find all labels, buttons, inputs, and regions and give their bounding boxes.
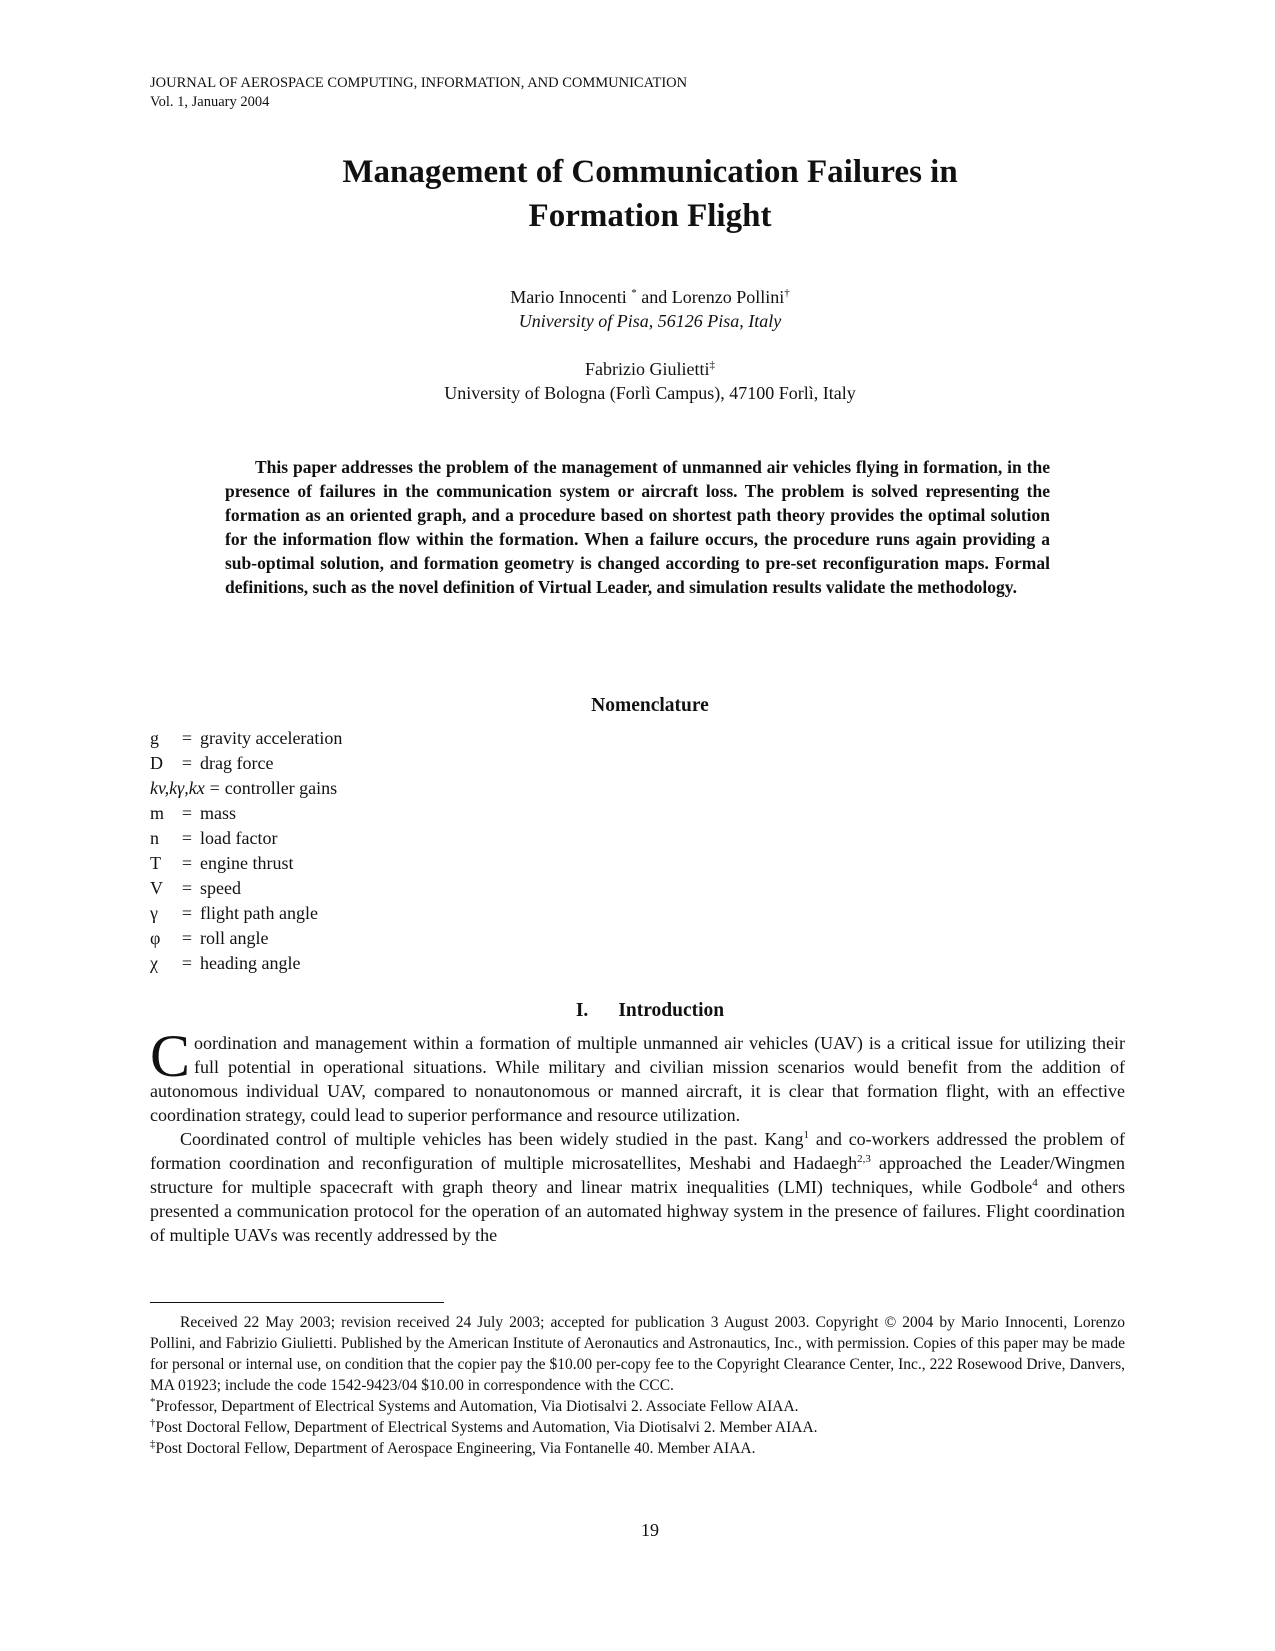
nomenclature-equals: = [181, 803, 193, 823]
nomenclature-symbol: kv,kγ,kx [150, 778, 205, 798]
footnote-3 [150, 1438, 1125, 1459]
nomenclature-equals: = [181, 728, 193, 748]
nomenclature-item [150, 776, 342, 801]
nomenclature-description: speed [200, 878, 241, 898]
author-and: and [641, 287, 668, 307]
nomenclature-description: roll angle [200, 928, 269, 948]
abstract: This paper addresses the problem of the management of unmanned air vehicles flying in formation, in the presence of failures in the communication system or aircraft loss. The problem is solved representing the formation as an oriented graph, and a procedure based on shortest path theory provides the optimal solution for the information flow within the formation. When a failure occurs, the procedure runs again providing a sub-optimal solution, and formation geometry is changed according to pre-set reconfiguration maps. Formal definitions, such as the novel definition of Virtual Leader, and simulation results validate the methodology. [225, 457, 1050, 597]
footnote-mark: * [150, 1395, 156, 1408]
journal-header [150, 74, 687, 112]
footnote-text: Post Doctoral Fellow, Department of Electrical Systems and Automation, Via Diotisalvi 2. Member AIAA. [155, 1419, 818, 1436]
nomenclature-symbol: D [150, 753, 163, 773]
intro-paragraph-2 [150, 1127, 1125, 1247]
author-pollini: Lorenzo Pollini [671, 287, 785, 307]
nomenclature-item [150, 901, 342, 926]
intro-text: and others presented a communication protocol for the operation of an automated highway system in the presence of failures. Flight coordination of multiple UAVs was recently addressed by the [150, 1177, 1125, 1245]
author-mark-1: * [631, 287, 637, 299]
author-mark-2: † [784, 287, 790, 299]
nomenclature-item [150, 826, 342, 851]
nomenclature-symbol: V [150, 878, 163, 898]
nomenclature-description: controller gains [224, 778, 338, 798]
nomenclature-heading: Nomenclature [591, 695, 709, 716]
author-mark-3: ‡ [709, 359, 715, 371]
drop-cap: C [150, 1023, 191, 1089]
journal-name: JOURNAL OF AEROSPACE COMPUTING, INFORMATION, AND COMMUNICATION [150, 75, 688, 91]
nomenclature-symbol: m [150, 803, 165, 823]
author-innocenti: Mario Innocenti [510, 287, 627, 307]
footnote-text: Post Doctoral Fellow, Department of Aerospace Engineering, Via Fontanelle 40. Member AIAA. [155, 1440, 756, 1457]
footnote-text: Professor, Department of Electrical Systems and Automation, Via Diotisalvi 2. Associate Fellow AIAA. [155, 1398, 799, 1415]
section-number: I. [575, 1000, 589, 1021]
footnote-2 [150, 1417, 1125, 1438]
nomenclature-description: drag force [200, 753, 274, 773]
citation: 4 [1032, 1177, 1038, 1189]
nomenclature-equals: = [181, 753, 193, 773]
footnote-mark: † [150, 1416, 156, 1429]
journal-volume: Vol. 1, January 2004 [150, 94, 270, 110]
nomenclature-symbol: φ [150, 928, 161, 948]
footnote-1 [150, 1396, 1125, 1417]
nomenclature-item [150, 876, 342, 901]
intro-text: Coordinated control of multiple vehicles has been widely studied in the past. Kang [180, 1129, 804, 1149]
nomenclature-equals: = [181, 878, 193, 898]
nomenclature-description: gravity acceleration [200, 728, 343, 748]
nomenclature-list [150, 726, 342, 976]
nomenclature-item [150, 951, 342, 976]
section-title: Introduction [618, 1000, 725, 1021]
nomenclature-symbol: T [150, 853, 161, 873]
nomenclature-equals: = [181, 853, 193, 873]
nomenclature-description: heading angle [200, 953, 301, 973]
footnote-divider [150, 1302, 444, 1303]
page-number: 19 [641, 1520, 659, 1540]
nomenclature-symbol: χ [150, 953, 158, 973]
footnote-received: Received 22 May 2003; revision received 24 July 2003; accepted for publication 3 August 2003. Copyright © 2004 by Mario Innocenti, Lorenzo Pollini, and Fabrizio Giulietti. Published by the American Institute of Aeronautics and Astronautics, Inc., with permission. Copies of this paper may be made for personal or internal use, on condition that the copier pay the $10.00 per-copy fee to the Copyright Clearance Center, Inc., 222 Rosewood Drive, Danvers, MA 01923; include the code 1542-9423/04 $10.00 in correspondence with the CCC. [150, 1314, 1125, 1394]
nomenclature-item [150, 851, 342, 876]
footnotes [150, 1312, 1125, 1459]
nomenclature-equals: = [209, 778, 220, 798]
title-line-1: Management of Communication Failures in [342, 154, 958, 190]
nomenclature-equals: = [181, 828, 193, 848]
nomenclature-symbol: γ [150, 903, 158, 923]
nomenclature-symbol: g [150, 728, 159, 748]
nomenclature-equals: = [181, 953, 193, 973]
paper-title [150, 150, 1150, 238]
footnote-mark: ‡ [150, 1437, 156, 1450]
authors-line-1 [150, 285, 1150, 309]
nomenclature-item [150, 801, 342, 826]
author-giulietti: Fabrizio Giulietti [585, 359, 710, 379]
nomenclature-item [150, 726, 342, 751]
affiliation-pisa: University of Pisa, 56126 Pisa, Italy [518, 311, 782, 331]
nomenclature-item [150, 751, 342, 776]
nomenclature-description: flight path angle [200, 903, 318, 923]
intro-text: approached the Leader/Wingmen structure for multiple spacecraft with graph theory and linear matrix inequalities (LMI) techniques, while Godbole [150, 1153, 1125, 1197]
intro-paragraph-1 [150, 1023, 1125, 1127]
nomenclature-description: mass [200, 803, 236, 823]
citation: 2,3 [857, 1153, 871, 1165]
title-line-2: Formation Flight [528, 198, 772, 234]
introduction-body [150, 1023, 1125, 1247]
affiliation-bologna: University of Bologna (Forlì Campus), 47100 Forlì, Italy [444, 383, 856, 403]
citation: 1 [803, 1129, 810, 1141]
nomenclature-equals: = [181, 928, 193, 948]
introduction-heading [150, 1000, 1150, 1022]
nomenclature-symbol: n [150, 828, 159, 848]
nomenclature-description: load factor [200, 828, 278, 848]
intro-paragraph-1-text: oordination and management within a formation of multiple unmanned air vehicles (UAV) is a critical issue for utilizing their full potential in operational situations. While military and civilian mission scenarios would benefit from the addition of autonomous individual UAV, compared to nonautonomous or manned aircraft, it is clear that formation flight, with an effective coordination strategy, could lead to superior performance and resource utilization. [150, 1033, 1125, 1125]
intro-text: and co-workers addressed the problem of formation coordination and reconfiguration of multiple microsatellites, Meshabi and Hadaegh [150, 1129, 1125, 1173]
nomenclature-description: engine thrust [200, 853, 294, 873]
nomenclature-item [150, 926, 342, 951]
nomenclature-equals: = [181, 903, 193, 923]
authors-line-2 [150, 357, 1150, 381]
